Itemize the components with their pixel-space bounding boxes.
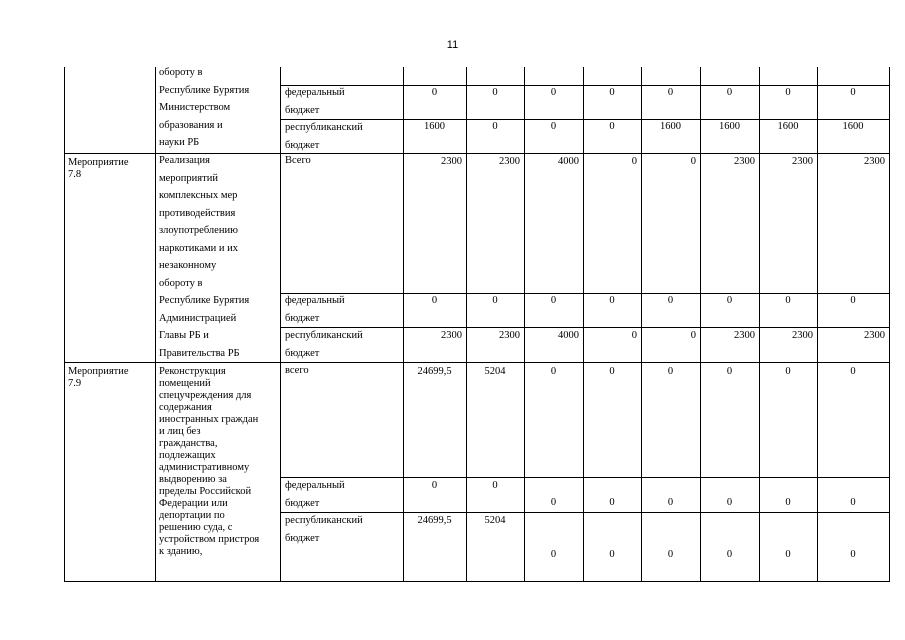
table-cell-value: 0 bbox=[850, 87, 856, 98]
table-cell-value: 0 bbox=[726, 295, 733, 306]
row-divider bbox=[280, 327, 890, 328]
table-cell-value: 4000 bbox=[558, 156, 579, 167]
table-cell-value: 5204 bbox=[484, 515, 506, 526]
table-cell-value: 0 bbox=[492, 121, 498, 132]
table-cell-value: 0 bbox=[431, 295, 438, 306]
col-divider bbox=[403, 67, 404, 582]
table-cell-value: 0 bbox=[690, 330, 696, 341]
table-cell-value: 1600 bbox=[777, 121, 799, 132]
table-cell-value: 2300 bbox=[792, 330, 813, 341]
source-label-federal: федеральный бюджет bbox=[285, 295, 345, 324]
table-cell-value: 2300 bbox=[734, 156, 755, 167]
table-cell-value: 0 bbox=[609, 295, 615, 306]
table-cell-value: 2300 bbox=[499, 330, 520, 341]
col-divider bbox=[466, 67, 467, 582]
table-cell-value: 24699,5 bbox=[417, 366, 452, 377]
table-cell-value: 0 bbox=[726, 549, 733, 560]
table-cell-value: 0 bbox=[785, 549, 791, 560]
measure-name: Реконструкция помещений спецучреждения для содержания иностранных граждан и лиц без гражданства, подлежащих административному выдворению за пределы Российской Федерации или депортации по решению суда, с устройством пристроя к зданию, bbox=[159, 366, 260, 557]
col-divider bbox=[155, 67, 156, 582]
table-cell-value: 2300 bbox=[499, 156, 520, 167]
row-divider bbox=[280, 477, 890, 478]
table-cell-value: 0 bbox=[850, 366, 856, 377]
table-cell-value: 0 bbox=[431, 480, 438, 491]
table-cell-value: 0 bbox=[785, 295, 791, 306]
table-cell-value: 0 bbox=[850, 549, 856, 560]
table-cell-value: 0 bbox=[492, 295, 498, 306]
row-divider bbox=[280, 119, 890, 120]
table-cell-value: 0 bbox=[667, 497, 674, 508]
table-cell-value: 0 bbox=[667, 366, 674, 377]
table-cell-value: 0 bbox=[631, 156, 637, 167]
measure-name-continued: обороту в Республике Бурятия Министерством образования и науки РБ bbox=[159, 67, 250, 148]
source-label-total: всего bbox=[285, 365, 309, 376]
table-cell-value: 1600 bbox=[424, 121, 445, 132]
table-cell-value: 0 bbox=[609, 366, 615, 377]
source-label-republican: республиканский бюджет bbox=[285, 330, 363, 359]
table-cell-value: 0 bbox=[667, 295, 674, 306]
table-cell-value: 0 bbox=[785, 497, 791, 508]
page-number: 11 bbox=[446, 39, 459, 51]
table-cell-value: 0 bbox=[609, 87, 615, 98]
source-label-republican: республиканский бюджет bbox=[285, 122, 363, 151]
table-cell-value: 0 bbox=[726, 87, 733, 98]
table-cell-value: 2300 bbox=[441, 330, 462, 341]
row-divider bbox=[280, 512, 890, 513]
table-cell-value: 0 bbox=[550, 549, 557, 560]
table-cell-value: 0 bbox=[550, 497, 557, 508]
table-cell-value: 0 bbox=[726, 497, 733, 508]
table-border-bottom bbox=[64, 581, 890, 582]
table-cell-value: 0 bbox=[726, 366, 733, 377]
table-cell-value: 5204 bbox=[484, 366, 506, 377]
table-cell-value: 24699,5 bbox=[417, 515, 452, 526]
table-cell-value: 0 bbox=[850, 295, 856, 306]
source-label-federal: федеральный бюджет bbox=[285, 480, 345, 509]
table-cell-value: 0 bbox=[785, 366, 791, 377]
table-cell-value: 0 bbox=[631, 330, 637, 341]
table-cell-value: 1600 bbox=[842, 121, 864, 132]
table-cell-value: 2300 bbox=[864, 156, 885, 167]
table-cell-value: 4000 bbox=[558, 330, 579, 341]
table-cell-value: 0 bbox=[492, 87, 498, 98]
measure-name: Реализация мероприятий комплексных мер противодействия злоупотреблению наркотиками и их незаконному обороту в Республике Бурятия Администрацией Главы РБ и Правительства РБ bbox=[159, 155, 250, 359]
table-cell-value: 0 bbox=[609, 497, 615, 508]
source-label-total: Всего bbox=[285, 155, 311, 166]
table-cell-value: 0 bbox=[431, 87, 438, 98]
row-divider bbox=[280, 85, 890, 86]
source-label-federal: федеральный бюджет bbox=[285, 87, 345, 116]
table-cell-value: 0 bbox=[667, 549, 674, 560]
group-divider bbox=[64, 362, 890, 363]
table-cell-value: 0 bbox=[550, 87, 557, 98]
table-cell-value: 0 bbox=[550, 121, 557, 132]
table-cell-value: 2300 bbox=[792, 156, 813, 167]
measure-id: Мероприятие 7.9 bbox=[68, 366, 129, 389]
table-cell-value: 0 bbox=[550, 366, 557, 377]
table-cell-value: 0 bbox=[609, 121, 615, 132]
col-divider bbox=[280, 67, 281, 582]
table-cell-value: 0 bbox=[667, 87, 674, 98]
source-label-republican: республиканский бюджет bbox=[285, 515, 363, 544]
table-cell-value: 0 bbox=[690, 156, 696, 167]
table-cell-value: 1600 bbox=[660, 121, 681, 132]
table-cell-value: 0 bbox=[850, 497, 856, 508]
table-cell-value: 2300 bbox=[441, 156, 462, 167]
measure-id: Мероприятие 7.8 bbox=[68, 157, 129, 180]
table-cell-value: 0 bbox=[785, 87, 791, 98]
table-border-right bbox=[889, 67, 890, 582]
table-cell-value: 2300 bbox=[734, 330, 755, 341]
table-cell-value: 2300 bbox=[864, 330, 885, 341]
row-divider bbox=[280, 293, 890, 294]
table-cell-value: 0 bbox=[492, 480, 498, 491]
table-cell-value: 1600 bbox=[719, 121, 740, 132]
table-cell-value: 0 bbox=[609, 549, 615, 560]
table-cell-value: 0 bbox=[550, 295, 557, 306]
table-border-left bbox=[64, 67, 65, 582]
